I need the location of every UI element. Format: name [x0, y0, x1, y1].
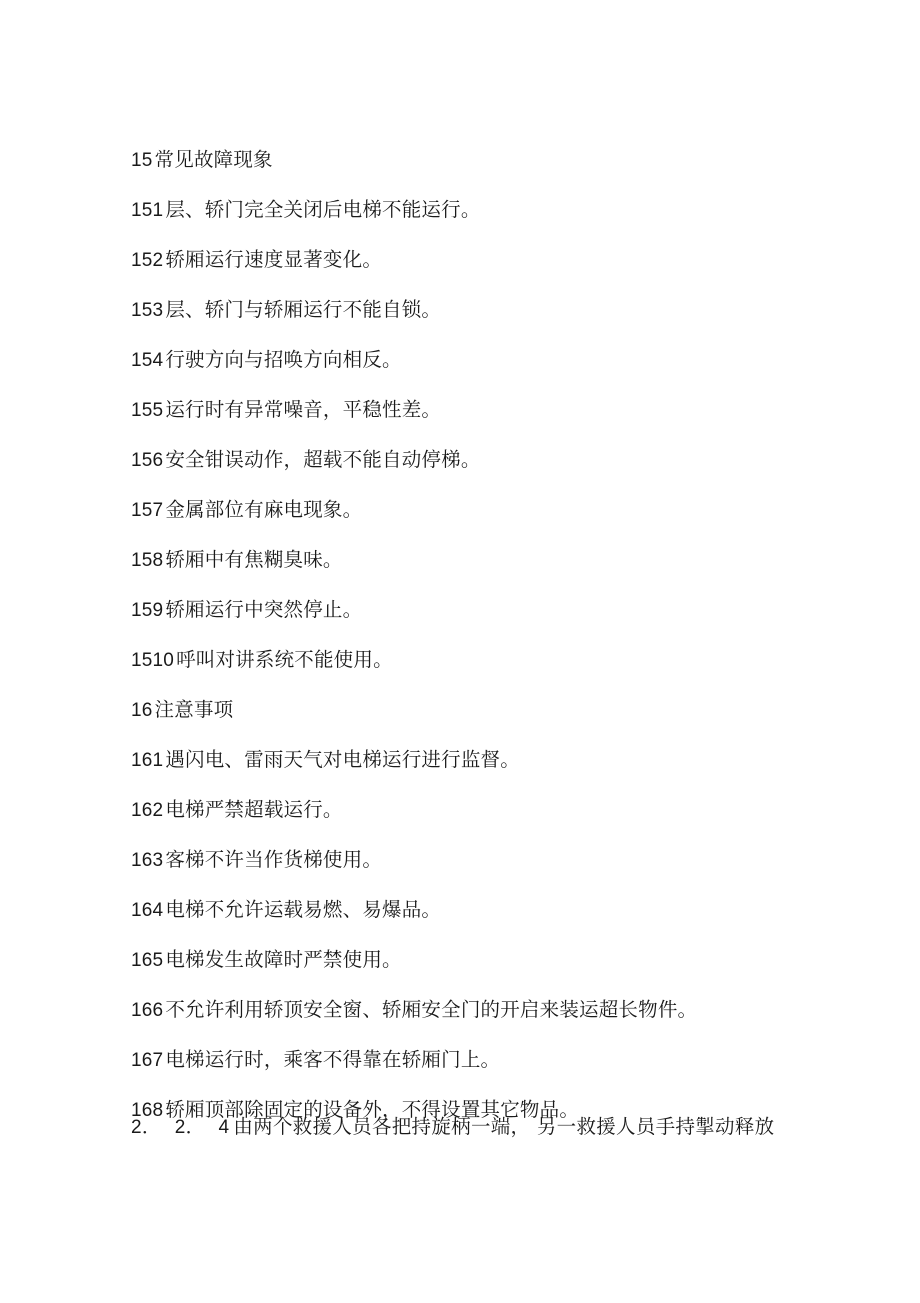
line-text: 安全钳误动作，超载不能自动停梯。: [165, 448, 481, 471]
overlapping-text-line: [131, 1115, 774, 1140]
line-number: 167: [131, 1050, 164, 1071]
line-number: 164: [131, 900, 164, 921]
line-text: 层、轿门与轿厢运行不能自锁。: [165, 298, 442, 321]
document-line: [131, 998, 697, 1023]
line-text: 电梯发生故障时严禁使用。: [165, 948, 402, 971]
document-line: [131, 198, 481, 223]
line-text: 轿厢运行中突然停止。: [165, 598, 363, 621]
line-text: 轿厢顶部除固定的设备外，不得设置其它物品。: [165, 1098, 580, 1121]
line-text: 由两个救援人员各把持旋柄一端， 另一救援人员手持掣动释放: [233, 1115, 775, 1138]
document-line: [131, 348, 402, 373]
document-line: [131, 1048, 500, 1073]
line-number: 162: [131, 800, 164, 821]
line-number: 157: [131, 500, 164, 521]
line-text: 电梯严禁超载运行。: [165, 798, 343, 821]
line-text: 呼叫对讲系统不能使用。: [176, 648, 393, 671]
line-number: 159: [131, 600, 164, 621]
line-text: 层、轿门完全关闭后电梯不能运行。: [165, 198, 481, 221]
document-line: [131, 948, 402, 973]
line-text: 轿厢中有焦糊臭味。: [165, 548, 343, 571]
document-line: [131, 798, 343, 823]
document-line: [131, 248, 382, 273]
line-text: 不允许利用轿顶安全窗、轿厢安全门的开启来装运超长物件。: [165, 998, 698, 1021]
document-line: [131, 648, 393, 673]
line-number: 153: [131, 300, 164, 321]
line-number: 166: [131, 1000, 164, 1021]
document-line: [131, 398, 441, 423]
document-line: [131, 548, 343, 573]
line-number: 165: [131, 950, 164, 971]
document-line: [131, 448, 481, 473]
document-line: [131, 748, 520, 773]
line-text: 常见故障现象: [154, 148, 273, 171]
line-number: 152: [131, 250, 164, 271]
line-text: 运行时有异常噪音，平稳性差。: [165, 398, 442, 421]
document-line: [131, 848, 382, 873]
line-number: 15: [131, 150, 153, 171]
line-number: 16: [131, 700, 153, 721]
line-text: 遇闪电、雷雨天气对电梯运行进行监督。: [165, 748, 520, 771]
document-line: [131, 898, 441, 923]
line-text: 行驶方向与招唤方向相反。: [165, 348, 402, 371]
line-number: 154: [131, 350, 164, 371]
line-text: 客梯不许当作货梯使用。: [165, 848, 383, 871]
line-number: 1510: [131, 650, 175, 671]
line-text: 金属部位有麻电现象。: [165, 498, 363, 521]
line-text: 轿厢运行速度显著变化。: [165, 248, 383, 271]
document-line: [131, 498, 362, 523]
document-line: [131, 148, 273, 173]
line-text: 注意事项: [154, 698, 234, 721]
line-number: 156: [131, 450, 164, 471]
line-text: 电梯不允许运载易燃、易爆品。: [165, 898, 442, 921]
document-line: [131, 698, 233, 723]
line-number: 151: [131, 200, 164, 221]
line-text: 电梯运行时，乘客不得靠在轿厢门上。: [165, 1048, 501, 1071]
document-line: [131, 598, 362, 623]
line-number: 155: [131, 400, 164, 421]
line-number: 2． 2． 4: [131, 1117, 230, 1138]
line-number: 163: [131, 850, 164, 871]
document-line: [131, 298, 441, 323]
line-number: 161: [131, 750, 164, 771]
line-number: 168: [131, 1100, 164, 1121]
line-number: 158: [131, 550, 164, 571]
